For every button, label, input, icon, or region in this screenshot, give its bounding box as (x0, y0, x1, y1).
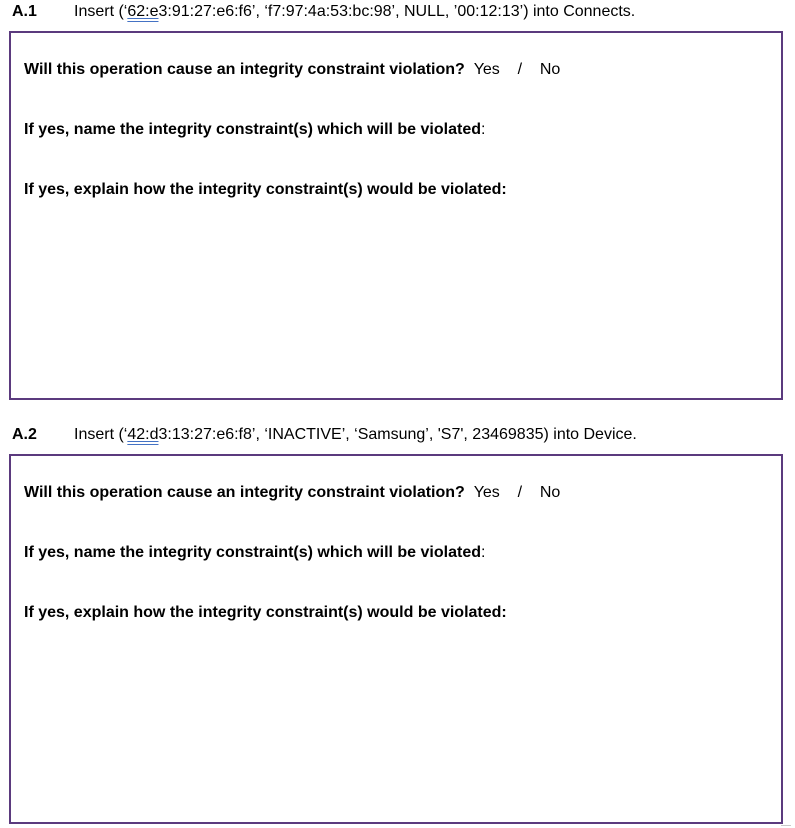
name-prompt-colon: : (480, 121, 486, 138)
name-prompt-colon: : (480, 544, 486, 561)
statement-underlined: 42:d (127, 426, 159, 443)
question-number: A.1 (12, 3, 37, 20)
yes-option[interactable]: Yes (473, 484, 500, 501)
explain-prompt: If yes, explain how the integrity constraint(s) would be violated: (24, 181, 507, 198)
violation-question: Will this operation cause an integrity constraint violation? (24, 484, 465, 501)
question-a1-heading (12, 3, 635, 21)
question-a2-heading (12, 426, 637, 444)
option-separator: / (517, 61, 523, 78)
statement-suffix: 3:13:27:e6:f8’, ‘INACTIVE’, ‘Samsung’, 'S7', 23469835) into Device. (158, 426, 637, 443)
violation-question-line (24, 61, 560, 79)
answer-box-a2[interactable] (9, 454, 783, 824)
statement-suffix: 3:91:27:e6:f6’, ‘f7:97:4a:53:bc:98’, NULL, ’00:12:13’) into Connects. (158, 3, 636, 20)
name-prompt-line (24, 121, 485, 139)
explain-prompt-line (24, 604, 507, 622)
violation-question: Will this operation cause an integrity constraint violation? (24, 61, 465, 78)
name-prompt: If yes, name the integrity constraint(s) which will be violated (24, 544, 481, 561)
no-option[interactable]: No (539, 484, 561, 501)
statement-underlined: 62:e (127, 3, 159, 20)
name-prompt-line (24, 544, 485, 562)
statement-prefix: Insert (‘ (74, 426, 128, 443)
violation-question-line (24, 484, 560, 502)
yes-option[interactable]: Yes (473, 61, 500, 78)
no-option[interactable]: No (539, 61, 561, 78)
answer-box-a1[interactable] (9, 31, 783, 400)
option-separator: / (517, 484, 523, 501)
explain-prompt: If yes, explain how the integrity constraint(s) would be violated: (24, 604, 507, 621)
question-number: A.2 (12, 426, 37, 443)
explain-prompt-line (24, 181, 507, 199)
statement-prefix: Insert (‘ (74, 3, 128, 20)
name-prompt: If yes, name the integrity constraint(s) which will be violated (24, 121, 481, 138)
